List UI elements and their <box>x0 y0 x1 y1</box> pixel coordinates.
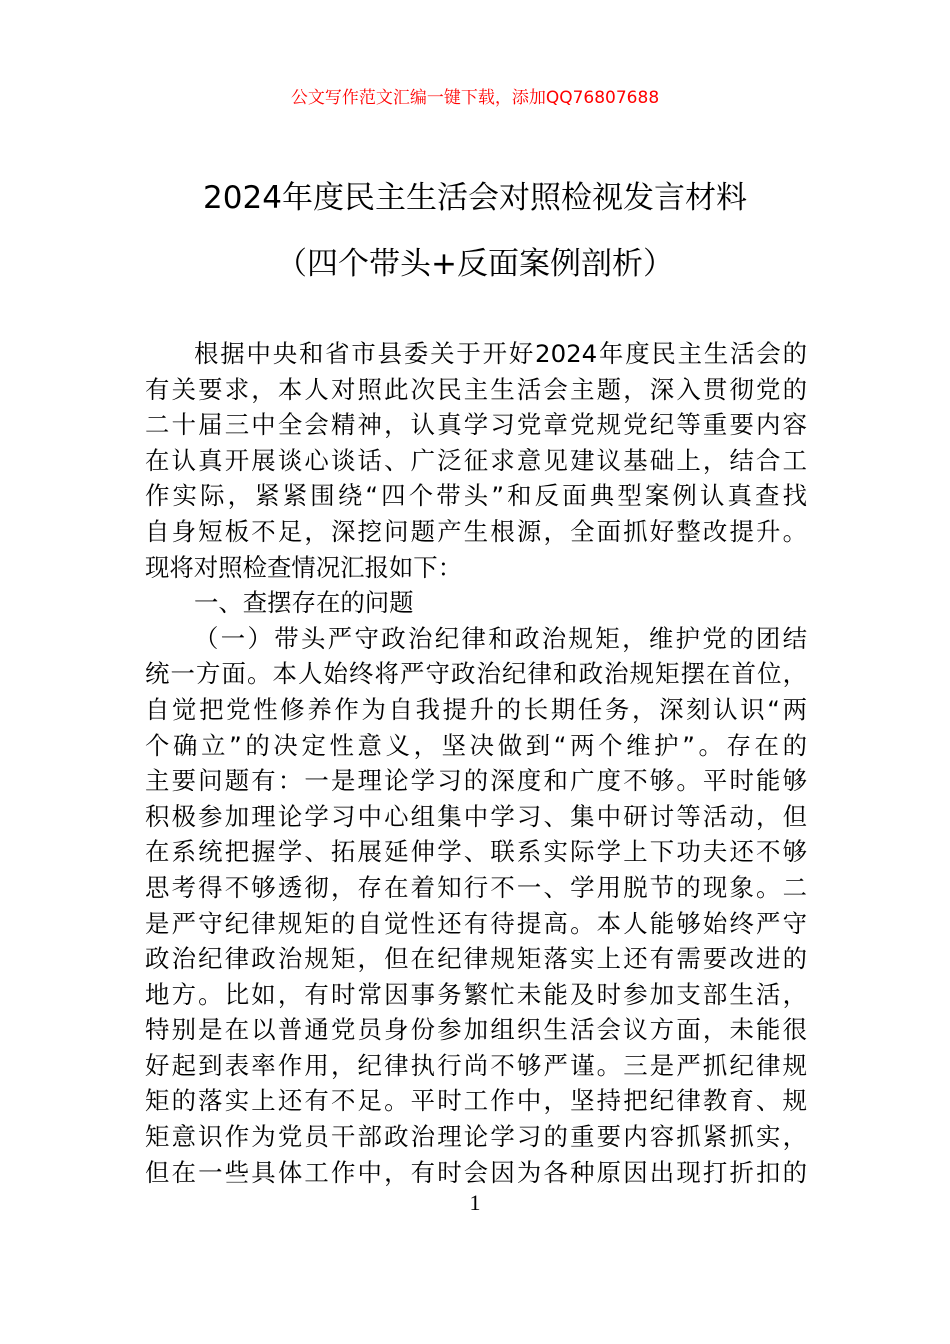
page-number: 1 <box>469 1190 481 1215</box>
paragraph-line: 二十届三中全会精神，认真学习党章党规党纪等重要内容 <box>145 410 807 440</box>
paragraph-line: 在认真开展谈心谈话、广泛征求意见建议基础上，结合工 <box>145 445 807 475</box>
paragraph-line: 思考得不够透彻，存在着知行不一、学用脱节的现象。二 <box>145 872 807 902</box>
page-subtitle: （四个带头+反面案例剖析） <box>276 246 674 282</box>
paragraph-line: 统一方面。本人始终将严守政治纪律和政治规矩摆在首位， <box>145 659 807 689</box>
paragraph-line: 个确立”的决定性意义，坚决做到“两个维护”。存在的 <box>145 730 807 760</box>
paragraph-line: （一）带头严守政治纪律和政治规矩，维护党的团结 <box>194 623 807 653</box>
paragraph-line: 自身短板不足，深挖问题产生根源，全面抓好整改提升。 <box>145 516 807 546</box>
paragraph-line: 作实际，紧紧围绕“四个带头”和反面典型案例认真查找 <box>145 481 807 511</box>
paragraph-line: 矩的落实上还有不足。平时工作中，坚持把纪律教育、规 <box>145 1086 807 1116</box>
paragraph-line: 矩意识作为党员干部政治理论学习的重要内容抓紧抓实， <box>145 1122 807 1152</box>
paragraph-line: 现将对照检查情况汇报如下： <box>145 552 463 582</box>
paragraph-line: 地方。比如，有时常因事务繁忙未能及时参加支部生活， <box>145 979 807 1009</box>
paragraph-line: 政治纪律政治规矩，但在纪律规矩落实上还有需要改进的 <box>145 944 807 974</box>
paragraph-line: 在系统把握学、拓展延伸学、联系实际学上下功夫还不够 <box>145 837 807 867</box>
paragraph-line: 主要问题有：一是理论学习的深度和广度不够。平时能够 <box>145 766 807 796</box>
paragraph-line: 有关要求，本人对照此次民主生活会主题，深入贯彻党的 <box>145 374 807 404</box>
paragraph-line: 根据中央和省市县委关于开好2024年度民主生活会的 <box>194 339 807 368</box>
paragraph-line: 积极参加理论学习中心组集中学习、集中研讨等活动，但 <box>145 801 807 831</box>
paragraph-line: 特别是在以普通党员身份参加组织生活会议方面，未能很 <box>145 1015 807 1045</box>
paragraph-line: 是严守纪律规矩的自觉性还有待提高。本人能够始终严守 <box>145 908 807 938</box>
paragraph-line: 好起到表率作用，纪律执行尚不够严谨。三是严抓纪律规 <box>145 1050 807 1080</box>
header-note: 公文写作范文汇编一键下载，添加QQ76807688 <box>290 88 660 108</box>
body-text <box>145 336 807 1190</box>
page-title: 2024年度民主生活会对照检视发言材料 <box>203 180 747 216</box>
paragraph-line: 但在一些具体工作中，有时会因为各种原因出现打折扣的 <box>145 1157 807 1187</box>
paragraph-line: 自觉把党性修养作为自我提升的长期任务，深刻认识“两 <box>145 694 807 724</box>
section-heading: 一、查摆存在的问题 <box>194 588 414 618</box>
